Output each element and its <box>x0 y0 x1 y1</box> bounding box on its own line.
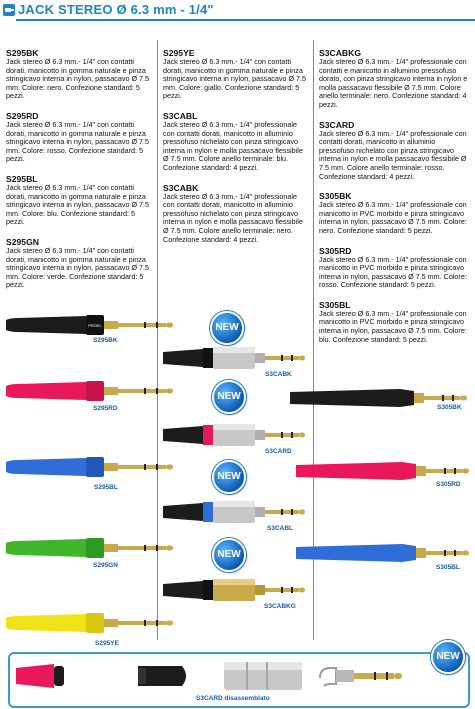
product-entry <box>319 246 469 290</box>
new-badge: NEW <box>212 380 246 414</box>
product-code: S3CARD <box>319 119 355 130</box>
product-entry <box>6 237 150 290</box>
product-code: S295GN <box>6 236 39 247</box>
plug-icon <box>2 3 16 17</box>
page-header <box>0 0 475 22</box>
product-description: Jack stereo Ø 6.3 mm.- 1/4" professionale con contatti dorati, manicotto in alluminio pressofuso nichelato con pinza stringicavo interna in nylon e molla passacavo flessibile Ø 7.5 mm. Colore anello terminale: nero. Confezione standard: 4 pezzi. <box>163 191 303 244</box>
product-label: S295YE <box>95 640 119 647</box>
product-label: S305BL <box>436 564 460 571</box>
product-entry <box>163 111 307 173</box>
s295ye-plug-image <box>6 608 178 638</box>
product-code: S3CABK <box>163 182 199 193</box>
product-entry <box>319 48 469 110</box>
product-description: Jack stereo Ø 6.3 mm.- 1/4" professionale con contatti dorati, manicotto in alluminio pressofuso nichelato con pinza stringicavo interna in nylon e molla passacavo flessibile Ø 7.5 mm. Colore anello terminale: rosso. Confezione standard: 4 pezzi. <box>319 128 467 181</box>
product-entry <box>6 111 150 164</box>
product-entry <box>6 174 150 227</box>
new-badge: NEW <box>212 538 246 572</box>
text-column-2 <box>163 48 307 254</box>
product-label: S295GN <box>93 562 118 569</box>
s295gn-plug-image <box>6 533 178 563</box>
s3cabk-plug-image <box>163 343 308 373</box>
brand-mark: PROEL <box>88 323 102 328</box>
disassembled-label: S3CARD disassemblato <box>196 695 270 702</box>
product-entry <box>6 48 150 101</box>
product-description: Jack stereo Ø 6.3 mm.- 1/4" professionale con manicotto in PVC morbido e pinza stringicavo interna in nylon, passacavo Ø 7.5 mm. Colore: blu. Confezione standard: 5 pezzi. <box>319 308 467 344</box>
product-description: Jack stereo Ø 6.3 mm.- 1/4" professionale con contatti e manicotto in alluminio pressofuso dorato, con pinza stringicavo interna in nylon e molla passacavo flessibile Ø 7.5 mm. Colore anello terminale: nero. Confezione standard: 4 pezzi. <box>319 57 468 109</box>
text-column-1 <box>6 48 150 300</box>
product-description: Jack stereo Ø 6.3 mm.- 1/4" con contatti dorati, manicotto in gomma naturale e pinza stringicavo interna in nylon, passacavo Ø 7.5 mm. Colore: nero. Confezione standard: 5 pezzi. <box>6 57 150 101</box>
header-rule <box>16 19 475 21</box>
product-code: S295YE <box>163 48 195 58</box>
product-code: S3CABKG <box>319 48 362 58</box>
product-code: S295BL <box>6 173 38 184</box>
s3cabkg-plug-image <box>163 575 308 605</box>
red-end-ring <box>16 664 54 688</box>
product-description: Jack stereo Ø 6.3 mm.- 1/4" con contatti dorati, manicotto in gomma naturale e pinza stringicavo interna in nylon, passacavo Ø 7.5 mm. Colore: blu. Confezione standard: 5 pezzi. <box>6 182 150 227</box>
product-label: S295BK <box>93 337 118 344</box>
product-entry <box>319 120 469 182</box>
new-badge: NEW <box>431 640 465 674</box>
s3card-plug-image <box>163 420 308 450</box>
product-code: S295BK <box>6 48 39 58</box>
product-label: S305RD <box>436 481 461 488</box>
product-description: Jack stereo Ø 6.3 mm.- 1/4" professionale con manicotto in PVC morbido e pinza stringicavo interna in nylon, passacavo Ø 7.5 mm. Colore: nero. Confezione standard: 5 pezzi. <box>319 200 467 235</box>
product-description: Jack stereo Ø 6.3 mm.- 1/4" con contatti dorati, manicotto in gomma naturale e pinza stringicavo interna in nylon, passacavo Ø 7.5 mm. Colore: verde. Confezione standard: 5 pezzi. <box>6 245 150 290</box>
product-description: Jack stereo Ø 6.3 mm.- 1/4" professionale con contatti dorati, manicotto in alluminio pressofuso nichelato con pinza stringicavo interna in nylon e molla passacavo flessibile Ø 7.5 mm. Colore anello terminale: blu. Confezione standard: 4 pezzi. <box>163 119 303 172</box>
product-code: S305RD <box>319 245 352 256</box>
new-badge: NEW <box>212 460 246 494</box>
product-code: S305BK <box>319 191 352 202</box>
new-badge: NEW <box>210 311 244 345</box>
s3cabl-plug-image <box>163 497 308 527</box>
disassembled-parts-image <box>14 656 414 696</box>
product-label: S3CABKG <box>264 603 296 610</box>
product-description: Jack stereo Ø 6.3 mm.- 1/4" professionale con manicotto in PVC morbido e pinza stringicavo interna in nylon, passacavo Ø 7.5 mm. Colore: rosso. Confezione standard: 5 pezzi. <box>319 254 467 290</box>
product-label: S305BK <box>437 404 462 411</box>
product-entry <box>319 300 469 344</box>
product-description: Jack stereo Ø 6.3 mm.- 1/4" con contatti dorati, manicotto in gomma naturale e pinza stringicavo interna in nylon, passacavo Ø 7.5 mm. Colore: giallo. Confezione standard: 5 pezzi. <box>163 57 307 101</box>
product-label: S295BL <box>94 484 118 491</box>
product-description: Jack stereo Ø 6.3 mm.- 1/4" con contatti dorati, manicotto in gomma naturale e pinza stringicavo interna in nylon, passacavo Ø 7.5 mm. Colore: rosso. Confezione standard: 5 pezzi. <box>6 119 150 164</box>
page-title: JACK STEREO Ø 6.3 mm - 1/4" <box>18 2 214 17</box>
product-code: S295RD <box>6 110 39 121</box>
s295bl-plug-image <box>6 452 178 482</box>
product-code: S3CABL <box>163 110 198 121</box>
s295rd-plug-image <box>6 376 178 406</box>
s295bk-plug-image <box>6 310 178 340</box>
product-label: S3CABL <box>267 525 294 532</box>
product-code: S305BL <box>319 299 351 310</box>
product-entry <box>163 48 307 101</box>
product-label: S295RD <box>93 405 118 412</box>
text-column-3 <box>319 48 469 354</box>
product-label: S3CABK <box>265 371 292 378</box>
product-entry <box>319 191 469 235</box>
product-entry <box>163 183 307 245</box>
product-label: S3CARD <box>265 448 292 455</box>
plug-insert <box>320 668 336 686</box>
